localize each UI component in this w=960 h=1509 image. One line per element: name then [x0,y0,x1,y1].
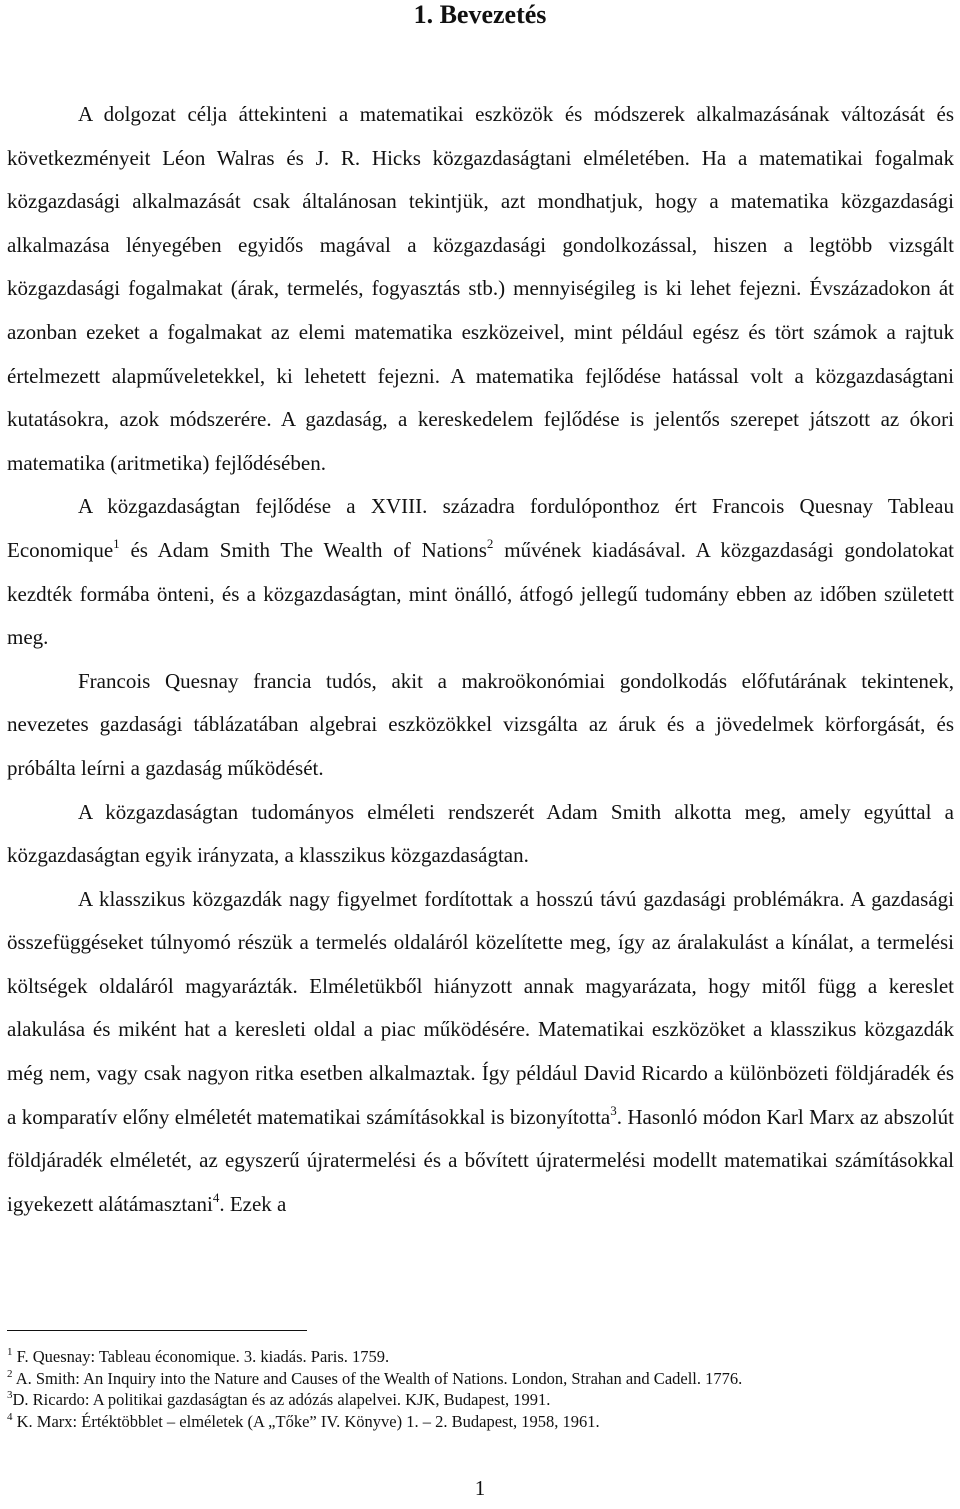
paragraph-text: művének kiadásával. A közgazdasági gondolatokat kezdték formába önteni, és a közgazdaságtan, mint önálló, átfogó jellegű tudomány ebben az időben született meg. [7,537,954,650]
paragraph-2 [7,485,954,659]
footnote-text: F. Quesnay: Tableau économique. 3. kiadás. Paris. 1759. [12,1347,390,1366]
footnote-number: 4 [7,1410,13,1423]
footnote-2 [7,1368,954,1390]
footnotes [7,1346,954,1432]
footnote-ref-3[interactable]: 3 [610,1102,617,1118]
footnote-text: D. Ricardo: A politikai gazdaságtan és az adózás alapelvei. KJK, Budapest, 1991. [12,1390,551,1409]
footnote-text: A. Smith: An Inquiry into the Nature and Causes of the Wealth of Nations. London, Strahan and Cadell. 1776. [12,1368,743,1388]
footnote-number: 1 [7,1346,13,1358]
paragraph-1 [7,93,954,485]
page-number: 1 [474,1476,486,1500]
footnote-ref-2[interactable]: 2 [486,535,494,551]
paragraph-text: Francois Quesnay francia tudós, akit a makroökonómiai gondolkodás előfutárának tekintenek, nevezetes gazdasági táblázatában algebrai eszközökkel vizsgálta az áruk és a jövedelmek körforgását, és próbálta leírni a gazdaság működését. [7,668,954,780]
paragraph-text: . Ezek a [219,1191,287,1216]
footnote-number: 3 [7,1389,13,1401]
paragraph-text: A klasszikus közgazdák nagy figyelmet fordítottak a hosszú távú gazdasági problémákra. A gazdasági összefüggéseket túlnyomó részük a termelés oldaláról közelítette meg, így az áralakulást a kínálat, a termelési költségek oldaláról magyarázták. Elméletükből hiányzott annak magyarázata, hogy mitől függ a kereslet alakulása és miként hat a keresleti oldal a piac működésére. Matematikai eszközöket a klasszikus közgazdák még nem, vagy csak nagyon ritka esetben alkalmaztak. Így például David Ricardo a különbözeti földjáradék és a komparatív előny elméletét matematikai számításokkal is bizonyította [7,886,954,1129]
paragraph-5 [7,878,954,1227]
footnote-divider [7,1330,307,1331]
paragraph-text: és Adam Smith The Wealth of Nations [119,537,487,562]
paragraph-text: A közgazdaságtan fejlődése a XVIII. századra fordulóponthoz ért Francois Quesnay Tableau Economique [7,494,954,562]
footnote-4 [7,1411,954,1433]
paragraph-text: . Hasonló módon Karl Marx az abszolút földjáradék elméletét, az egyszerű újratermelési és a bővített újratermelési modellt matematikai számításokkal igyekezett alátámasztani [7,1104,954,1216]
paragraph-4 [7,791,954,878]
footnote-number: 2 [7,1367,13,1380]
paragraph-3 [7,660,954,791]
footnote-ref-4[interactable]: 4 [212,1189,220,1205]
paragraph-text: A dolgozat célja áttekinteni a matematikai eszközök és módszerek alkalmazásának változását és következményeit Léon Walras és J. R. Hicks közgazdaságtani elméletében. Ha a matematikai fogalmak közgazdasági alkalmazását csak általánosan tekintjük, azt mondhatjuk, hogy a matematika közgazdasági alkalmazása lényegében egyidős magával a közgazdasági gondolkozással, hiszen a legtöbb vizsgált közgazdasági fogalmakat (árak, termelés, fogyasztás stb.) mennyiségileg is ki lehet fejezni. Évszázadokon át azonban ezeket a fogalmakat az elemi matematika eszközeivel, mint például egész és tört számok a rajtuk értelmezett alapműveletekkel, ki lehetett fejezni. A matematika fejlődése hatással volt a közgazdaságtani kutatásokra, azok módszerére. A gazdaság, a kereskedelem fejlődése is jelentős szerepet játszott az ókori matematika (aritmetika) fejlődésében. [7,102,954,475]
footnote-3 [7,1389,954,1411]
paragraph-text: A közgazdaságtan tudományos elméleti rendszerét Adam Smith alkotta meg, amely egyúttal a közgazdaságtan egyik irányzata, a klasszikus közgazdaságtan. [7,799,954,868]
footnote-text: K. Marx: Értéktöbblet – elméletek (A „Tőke” IV. Könyve) 1. – 2. Budapest, 1958, 1961. [12,1411,600,1431]
section-heading: 1. Bevezetés [413,0,547,29]
footnote-ref-1[interactable]: 1 [113,535,120,551]
footnote-1 [7,1346,954,1368]
body-text [7,93,954,1226]
